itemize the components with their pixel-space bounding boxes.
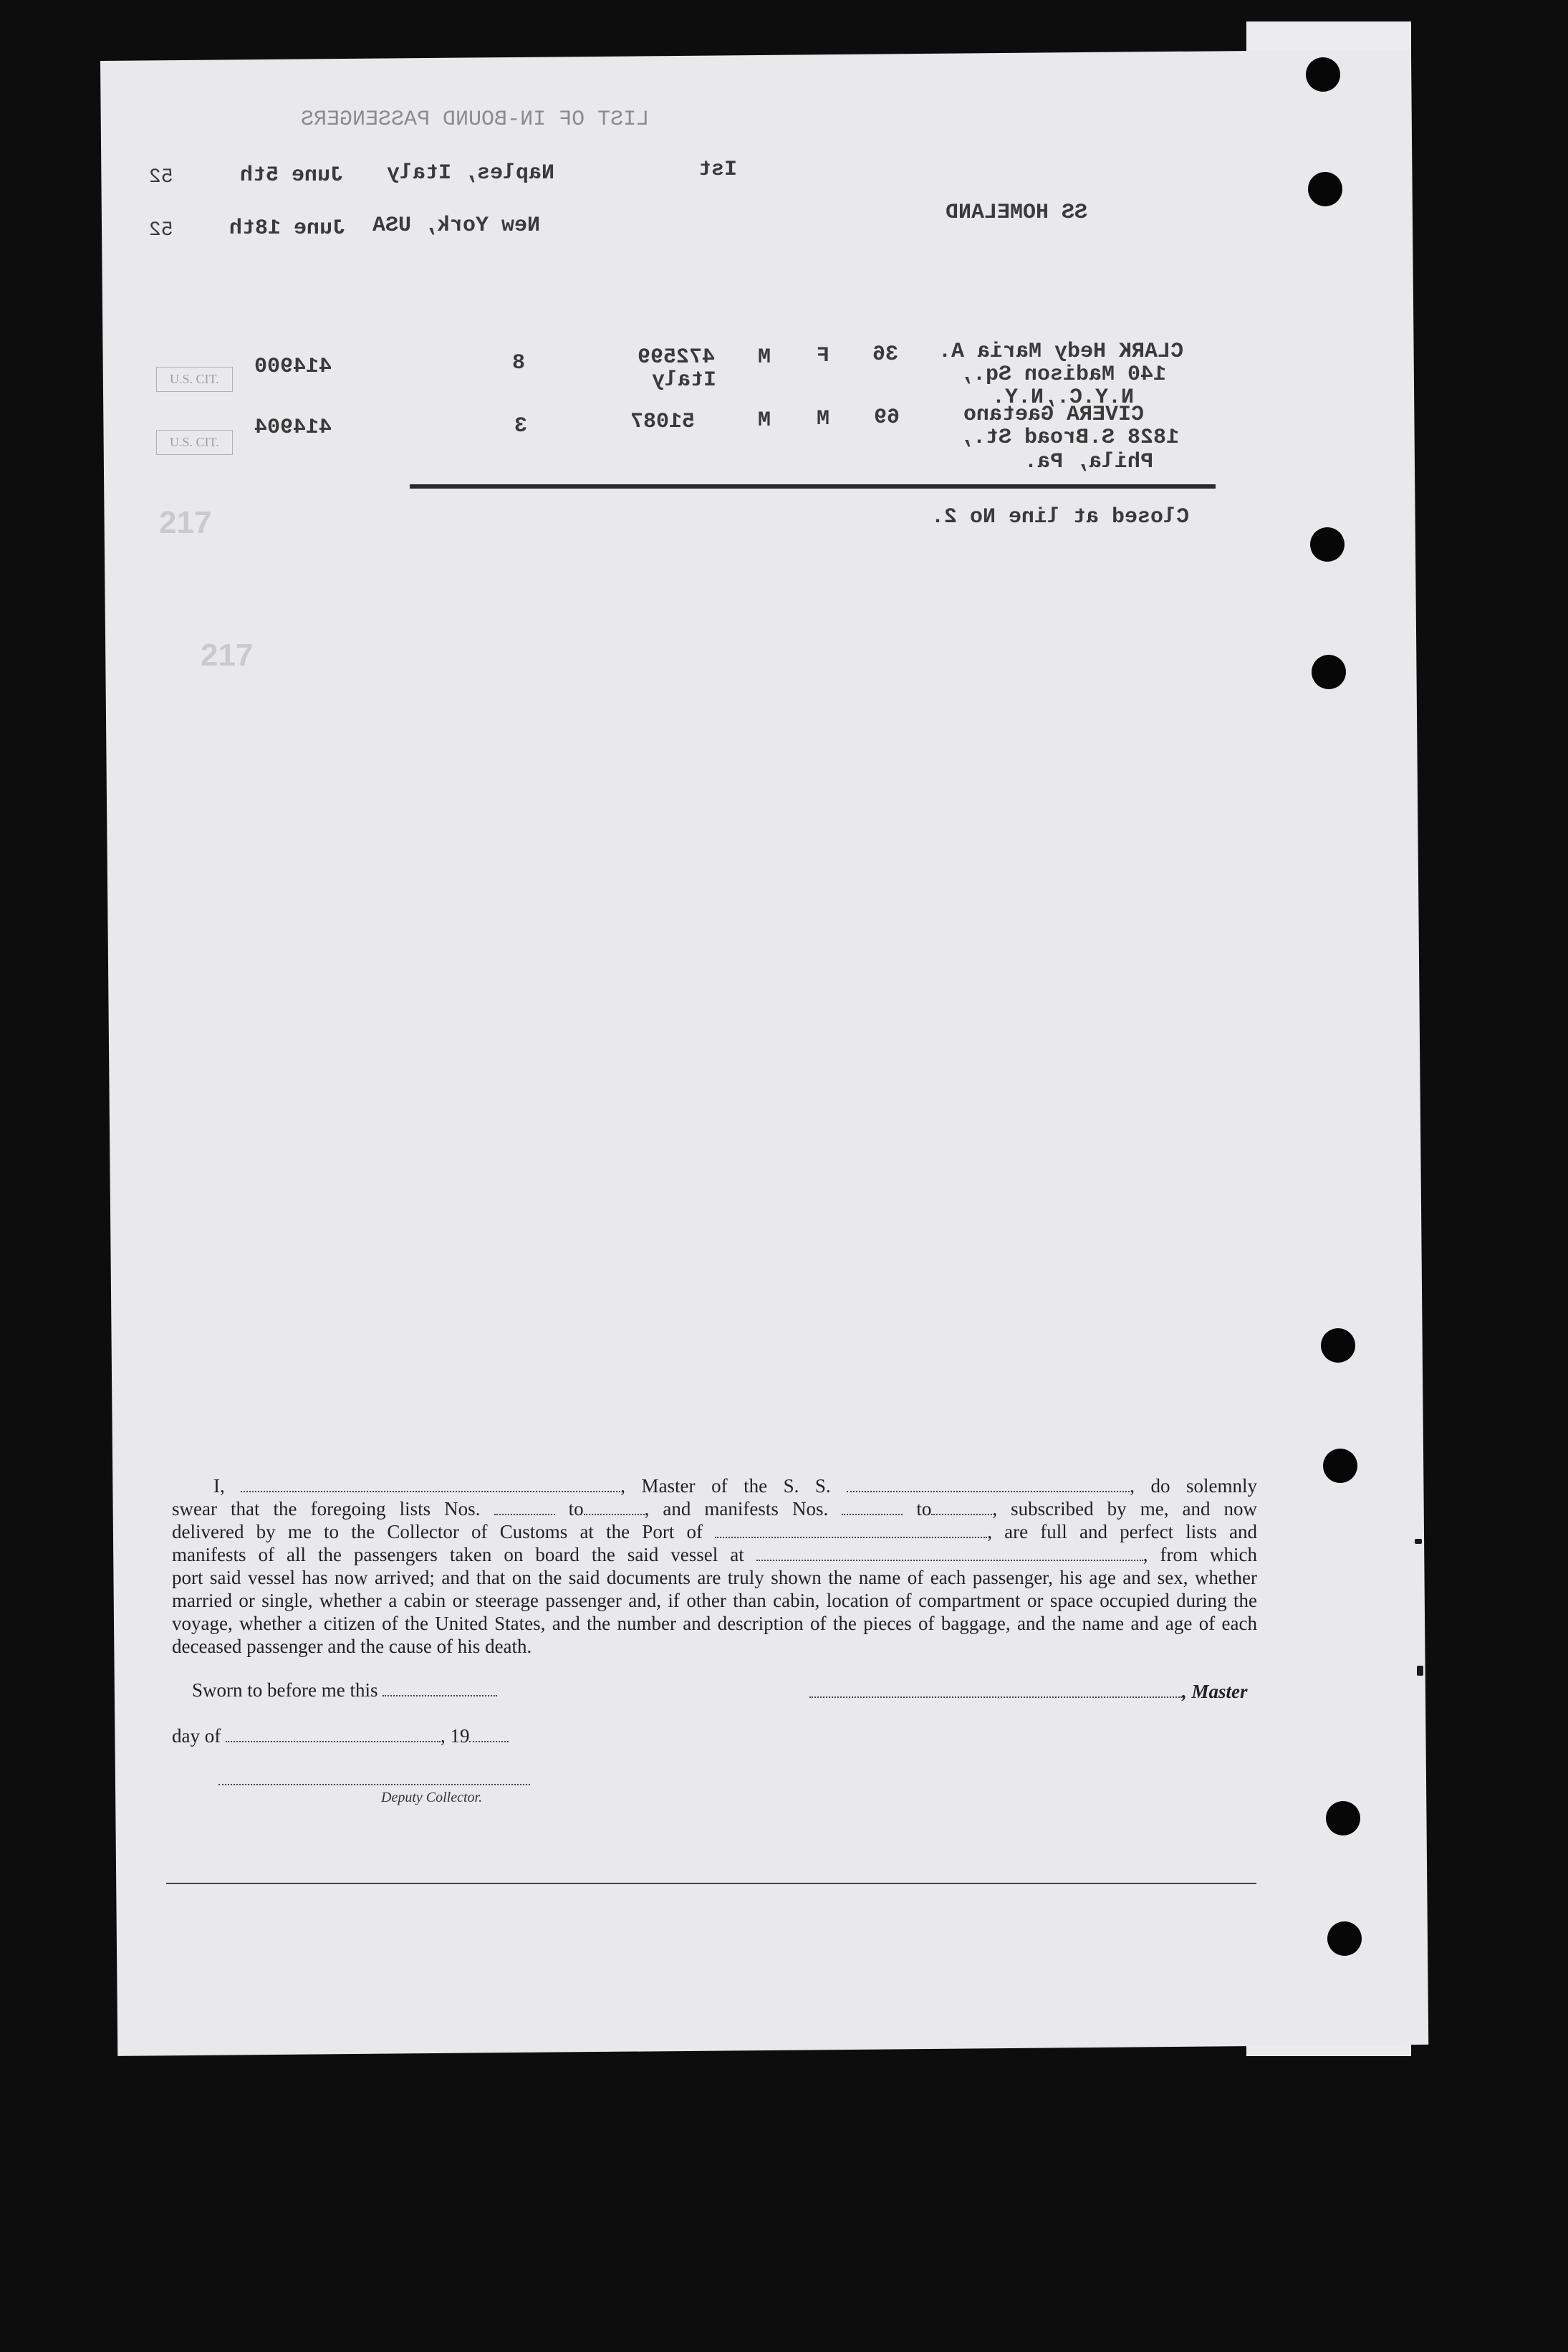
speck [1417,1666,1423,1676]
oath-text: port said vessel has now arrived; and that on the said documents are truly shown the name of each passenger, his age and sex, whether married or single, whether a cabin or steerage passenger and, if other than cabin, location of compartment or space occupied during the voyage, whether a citizen of the United States, and the number and description of the pieces of baggage, and the name and age of each deceased passenger and the cause of his death. [172,1567,1257,1657]
passenger-ticket: 472599 [638,345,716,370]
oath-text: , Master of the S. S. [620,1475,831,1497]
sworn-date-blank[interactable] [383,1695,497,1696]
arrival-date: June 18th [229,216,346,241]
list-to-blank[interactable] [584,1514,645,1515]
punch-hole [1306,57,1340,92]
oath-text: , and manifests Nos. [644,1498,829,1520]
passenger-status: M [758,345,771,370]
oath-text: , from which [1143,1544,1257,1565]
passenger-number: 414904 [254,416,332,440]
port-blank[interactable] [715,1537,987,1538]
year-label: , 19 [440,1725,470,1747]
sworn-line [192,1679,497,1701]
punch-hole [1321,1328,1355,1363]
passenger-name: CLARK Hedy Maria A. [938,340,1184,364]
passenger-bags: 3 [514,414,528,438]
passenger-age: 36 [872,342,899,367]
passenger-address: N.Y.C.,N.Y. [992,385,1135,410]
oath-text: manifests of all the passengers taken on board the said vessel at [172,1544,744,1565]
manifest-to-blank[interactable] [931,1514,992,1515]
punch-hole [1323,1449,1357,1483]
punch-hole [1308,172,1342,206]
boarding-port-blank[interactable] [756,1560,1143,1561]
list-end-rule [410,484,1216,489]
passenger-address: 140 Madison Sq., [960,363,1167,387]
arrival-port: New York, USA [372,213,541,238]
punch-hole [1312,655,1346,689]
passenger-address: 1828 S.Broad St., [960,426,1180,450]
manifest-from-blank[interactable] [842,1514,903,1515]
passenger-ticket: 51087 [630,410,696,434]
form-title: LIST OF IN-BOUND PASSENGERS [301,107,650,132]
bottom-rule [166,1883,1256,1884]
oath-text: to [916,1498,932,1520]
oath-text: , are full and perfect lists and [987,1521,1257,1542]
year-blank[interactable] [469,1741,509,1742]
master-name-blank[interactable] [241,1491,620,1492]
passenger-sex: F [817,344,830,368]
passenger-bags: 8 [512,351,526,375]
sworn-label: Sworn to before me this [192,1679,378,1701]
handwritten-mark: 217 [159,505,212,540]
departure-port: Naples, Italy [387,161,555,186]
speck [1415,1539,1422,1544]
punch-hole [1327,1921,1362,1956]
deputy-collector-label: Deputy Collector. [381,1790,483,1805]
class: Ist [698,158,738,182]
ship-name: SS HOMELAND [946,201,1088,225]
deputy-signature-line [218,1768,530,1790]
citizen-stamp: U.S. CIT. [156,430,233,455]
citizen-stamp: U.S. CIT. [156,367,233,392]
passenger-address: Phila, Pa. [1024,450,1154,474]
passenger-age: 69 [874,405,900,430]
punch-hole [1310,527,1345,562]
day-line [172,1725,509,1747]
passenger-nationality: Italy [652,368,717,393]
oath-text: swear that the foregoing lists Nos. [172,1498,481,1520]
oath-text: to [568,1498,584,1520]
passenger-sex: M [817,407,830,431]
master-signature-line [809,1681,1248,1703]
departure-date: June 5th [240,163,344,188]
day-of-label: day of [172,1725,221,1747]
oath-text: , subscribed by me, and now [992,1498,1258,1520]
oath-text: I, [213,1475,225,1497]
passenger-name: CIVERA Gaetano [963,403,1145,427]
ghost-mark: 217 [201,638,254,673]
ship-name-blank[interactable] [847,1491,1130,1492]
closing-note: Closed at line No 2. [931,505,1190,529]
oath-text: delivered by me to the Collector of Customs at the Port of [172,1521,703,1542]
master-oath [172,1474,1257,1658]
master-label: , Master [1182,1681,1248,1702]
day-blank[interactable] [226,1741,441,1742]
page-number: 52 [149,219,173,241]
master-signature-blank[interactable] [809,1696,1182,1698]
oath-text: , do solemnly [1130,1475,1258,1497]
page-number: 52 [149,166,173,188]
punch-hole [1326,1801,1360,1835]
passenger-number: 414900 [254,355,332,379]
passenger-status: M [758,408,771,433]
deputy-signature-blank[interactable] [218,1784,530,1785]
list-from-blank[interactable] [494,1514,555,1515]
